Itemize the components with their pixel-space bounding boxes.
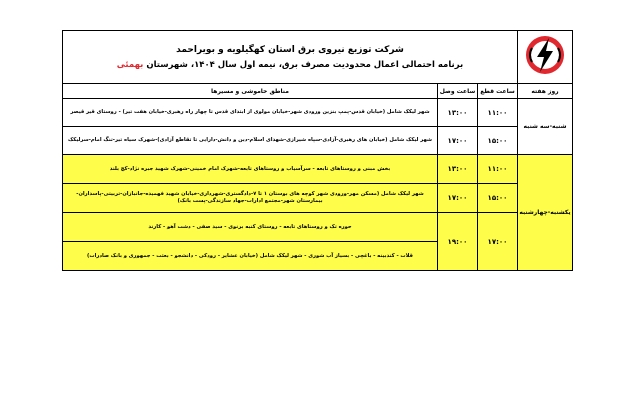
header-row	[63, 31, 573, 84]
day-cell: یکشنبه-چهارشنبه	[518, 155, 573, 271]
table-row	[63, 99, 573, 127]
cut-time-cell: ۱۷:۰۰	[478, 213, 518, 271]
areas-cell: قلات - کندبینه - باغچی - بسیاز آب شوری - شهر لیکک شامل (خیابان عشایر - رودکی - دانشجو - بعثت - جمهوری و بانک صادرات)	[63, 242, 438, 271]
cut-time-cell: ۱۱:۰۰	[478, 99, 518, 127]
areas-cell: بخش مبنی و روستاهای تابعه - سرآسیاب و روستاهای تابعه-شهرک امام خمینی-شهرک شهید جبره نژاد-کچ بلند	[63, 155, 438, 184]
col-day: روز هفته	[518, 84, 573, 99]
schedule-document	[62, 30, 572, 271]
column-header-row	[63, 84, 573, 99]
col-reconnect-time: ساعت وصل	[438, 84, 478, 99]
program-prefix: برنامه احتمالی اعمال محدودیت مصرف برق، نیمه اول سال ۱۴۰۴، شهرستان	[146, 60, 464, 70]
reconnect-time-cell: ۱۷:۰۰	[438, 184, 478, 213]
logo-cell	[518, 31, 573, 84]
cut-time-cell: ۱۵:۰۰	[478, 184, 518, 213]
company-title: شرکت توزیع نیروی برق استان کهگیلویه و بویراحمد	[176, 45, 404, 55]
electricity-lightning-logo-icon	[524, 34, 566, 76]
day-cell: شنبه-سه شنبه	[518, 99, 573, 155]
areas-cell: شهر لیکک شامل (خیابان های رهبری-آزادی-سپاه شیرازی-شهدای اسلام-دین و دانش-دارایی تا تقاطع آزادی)-شهرک سیاه تیر-تنگ امام-سرلیکک	[63, 127, 438, 155]
reconnect-time-cell: ۱۳:۰۰	[438, 99, 478, 127]
areas-cell: شهر لیکک شامل (خیابان قدس-پمپ بنزین ورودی شهر-خیابان مولوی از ابتدای قدس تا چهار راه رهبری-خیابان هفت تیر) - روستای قیر قیصر	[63, 99, 438, 127]
city-name: بهمئی	[116, 60, 144, 70]
cut-time-cell: ۱۵:۰۰	[478, 127, 518, 155]
areas-cell: شهر لیکک شامل (مسکن مهر-ورودی شهر کوچه های بوستان ۱ تا ۷-دادگستری-شهرداری-خیابان شهید فهمیده-جانبازان-تربیتی-پاسداران-بیمارستان شهر-مجتمع ادارات-جهاد سازندگی-پست بانک)	[63, 184, 438, 213]
table-row	[63, 184, 573, 213]
title-cell	[63, 31, 518, 84]
areas-cell: حوره تک و روستاهای تابعه - روستای کنبه برنوی - سید صفی - دشت آهو - کارند	[63, 213, 438, 242]
col-cut-time: ساعت قطع	[478, 84, 518, 99]
outage-schedule-table	[62, 30, 573, 271]
program-title	[63, 58, 517, 72]
reconnect-time-cell: ۱۳:۰۰	[438, 155, 478, 184]
table-row	[63, 213, 573, 242]
col-areas: مناطق خاموشی و مسیرها	[63, 84, 438, 99]
reconnect-time-cell: ۱۹:۰۰	[438, 213, 478, 271]
reconnect-time-cell: ۱۷:۰۰	[438, 127, 478, 155]
cut-time-cell: ۱۱:۰۰	[478, 155, 518, 184]
table-row	[63, 127, 573, 155]
table-row	[63, 155, 573, 184]
